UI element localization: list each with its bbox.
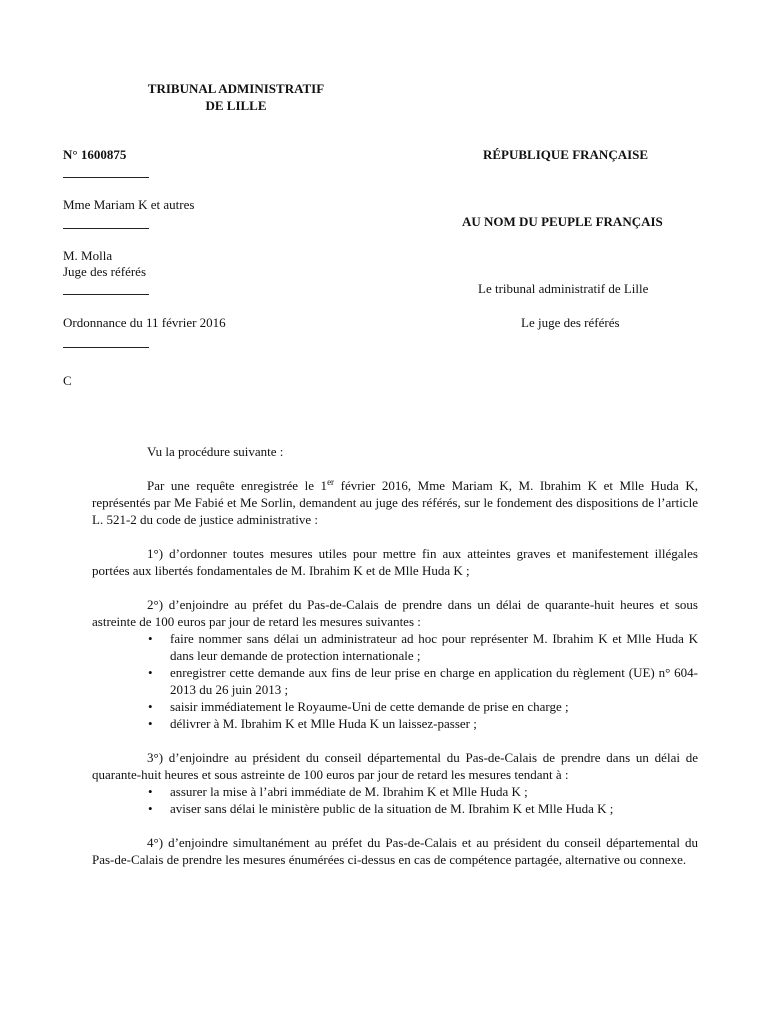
list-item: • aviser sans délai le ministère public de la situation de M. Ibrahim K et Mlle Huda K ;: [92, 800, 698, 817]
list-item: • saisir immédiatement le Royaume-Uni de cette demande de prise en charge ;: [92, 698, 698, 715]
ordinance-body: [92, 443, 698, 868]
request-text-end: février 2016, Mme Mariam K, M. Ibrahim K et Mlle Huda K, représentés par Me Fabié et Me Sorlin, demandent au juge des référés, sur le fondement des dispositions de l’article L. 521-2 du code de justice administrative :: [92, 478, 698, 527]
point-2-list: [92, 630, 698, 732]
point-2: 2°) d’enjoindre au préfet du Pas-de-Calais de prendre dans un délai de quarante-huit heures et sous astreinte de 100 euros par jour de retard les mesures suivantes :: [92, 597, 698, 629]
divider: [63, 347, 149, 348]
divider: [63, 177, 149, 178]
ordinal-superscript: er: [327, 477, 335, 487]
point-4: 4°) d’enjoindre simultanément au préfet du Pas-de-Calais et au président du conseil départemental du Pas-de-Calais de prendre les mesures énumérées ci-dessus en cas de compétence partagée, alternative ou connexe.: [92, 835, 698, 867]
judge-role: Juge des référés: [63, 264, 147, 279]
republic-heading: RÉPUBLIQUE FRANÇAISE: [483, 147, 649, 162]
point-1: 1°) d’ordonner toutes mesures utiles pour mettre fin aux atteintes graves et manifestement illégales portées aux libertés fondamentales de M. Ibrahim K et de Mlle Huda K ;: [92, 546, 698, 578]
divider: [63, 228, 149, 229]
point-3: 3°) d’enjoindre au président du conseil départemental du Pas-de-Calais de prendre dans un délai de quarante-huit heures et sous astreinte de 100 euros par jour de retard les mesures tendant à :: [92, 750, 698, 782]
court-name-line1: TRIBUNAL ADMINISTRATIF: [147, 81, 325, 96]
list-item: • délivrer à M. Ibrahim K et Mlle Huda K un laissez-passer ;: [92, 715, 698, 732]
ordinance-date: Ordonnance du 11 février 2016: [63, 315, 226, 330]
request-text-start: Par une requête enregistrée le 1: [147, 478, 328, 493]
point-3-list: [92, 783, 698, 817]
case-number: N° 1600875: [63, 147, 127, 162]
list-item: • assurer la mise à l’abri immédiate de M. Ibrahim K et Mlle Huda K ;: [92, 783, 698, 800]
list-item: • enregistrer cette demande aux fins de leur prise en charge en application du règlement (UE) n° 604-2013 du 26 juin 2013 ;: [92, 664, 698, 698]
judge-name: M. Molla: [63, 248, 113, 263]
in-name-heading: AU NOM DU PEUPLE FRANÇAIS: [462, 214, 663, 229]
court-name-line2: DE LILLE: [205, 98, 267, 113]
parties: Mme Mariam K et autres: [63, 197, 195, 212]
divider: [63, 294, 149, 295]
classification-code: C: [63, 373, 72, 388]
court-name: [120, 80, 352, 114]
request-paragraph: [92, 477, 698, 528]
list-item: • faire nommer sans délai un administrateur ad hoc pour représenter M. Ibrahim K et Mlle Huda K dans leur demande de protection internationale ;: [92, 630, 698, 664]
judge-heading: Le juge des référés: [521, 315, 620, 330]
tribunal-line: Le tribunal administratif de Lille: [478, 281, 649, 296]
procedure-intro: Vu la procédure suivante :: [147, 444, 284, 459]
